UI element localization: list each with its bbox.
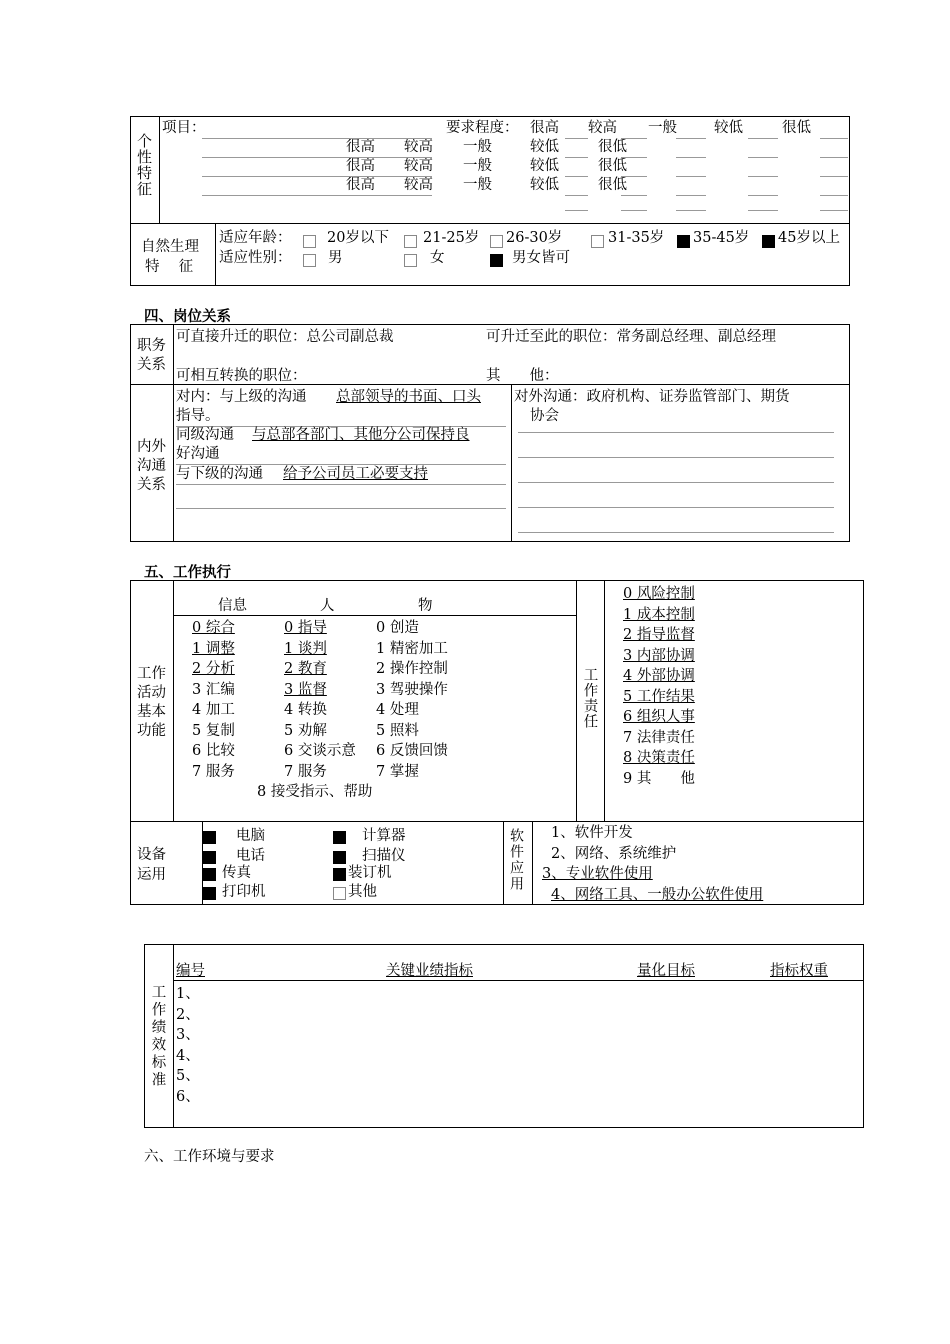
level-0: 很高 [530,120,559,136]
level-row2-0: 很高 [346,158,375,174]
activity-label-0: 工作 [137,666,166,682]
internal-comm-3: 同级沟通 [176,427,234,443]
internal-comm-2: 指导。 [176,408,220,424]
equipment-checkbox-5[interactable] [333,868,346,881]
gender-label: 适应性别： [219,250,292,266]
header-people: 人 [320,598,335,614]
gender-checkbox-2[interactable] [490,254,503,267]
level-2: 一般 [648,120,677,136]
gender-option-0: 男 [328,250,343,266]
equipment-item-4: 传真 [222,865,251,881]
promote-to: 可直接升迁的职位：总公司副总裁 [176,329,394,345]
col-things-item-3: 3 驾驶操作 [376,681,448,698]
col-people-item-7: 7 服务 [284,763,327,780]
col-people-item-3: 3 监督 [284,681,327,698]
external-comm-1: 对外沟通：政府机构、证券监管部门、期货 [514,389,790,405]
col-people-item-0: 0 指导 [284,620,327,636]
comm-label-3: 关系 [137,477,166,493]
physical-label-2: 特 征 [145,259,194,275]
responsibility-item-7: 7 法律责任 [623,729,695,746]
responsibility-item-1: 1 成本控制 [623,606,695,623]
age-option-3: 31-35岁 [608,230,665,246]
col-info-item-3: 3 汇编 [192,681,235,698]
software-label: 软件应用 [508,828,524,892]
requirement-label: 要求程度： [446,120,519,136]
perf-row-3: 4、 [176,1047,200,1064]
col-things-item-5: 5 照料 [376,722,419,739]
item-label: 项目： [162,120,206,136]
personality-label: 个性特征 [135,133,153,197]
physical-label-1: 自然生理 [141,239,199,255]
age-option-4: 35-45岁 [693,230,750,246]
col-info-item-4: 4 加工 [192,702,235,718]
section6-title: 六、工作环境与要求 [144,1149,275,1165]
level-row2-4: 很低 [598,158,627,174]
software-item-3: 4、网络工具、一般办公软件使用 [551,886,764,903]
responsibility-item-0: 0 风险控制 [623,586,695,602]
software-item-0: 1、软件开发 [551,825,633,841]
level-1: 较高 [588,120,617,136]
level-row2-1: 较高 [404,158,433,174]
level-row3-3: 较低 [530,177,559,193]
internal-comm-4: 好沟通 [176,446,220,462]
perf-header-target: 量化目标 [637,963,695,979]
software-item-1: 2、网络、系统维护 [551,845,677,862]
age-option-0: 20岁以下 [327,230,389,246]
header-info: 信息 [218,598,247,614]
col-things-item-6: 6 反馈回馈 [376,743,448,759]
internal-comm-5: 与下级的沟通 [176,466,263,482]
col-info-item-5: 5 复制 [192,722,235,739]
comm-label-1: 内外 [137,439,166,455]
level-4: 很低 [782,120,811,136]
col-things-item-7: 7 掌握 [376,763,419,780]
col-info-item-6: 6 比较 [192,743,235,759]
responsibility-item-3: 3 内部协调 [623,647,695,664]
level-row3-0: 很高 [346,177,375,193]
gender-option-2: 男女皆可 [512,250,570,266]
gender-checkbox-0[interactable] [303,254,316,267]
level-row1-3: 较低 [530,139,559,155]
duty-label-1: 职务 [137,338,166,354]
level-row1-0: 很高 [346,139,375,155]
equipment-item-6: 打印机 [222,884,266,900]
equipment-checkbox-3[interactable] [333,851,346,864]
col-things-item-1: 1 精密加工 [376,640,448,657]
col-things-item-0: 0 创造 [376,620,419,636]
software-item-2: 3、专业软件使用 [542,866,653,882]
equipment-checkbox-2[interactable] [203,851,216,864]
equipment-item-2: 电话 [236,848,265,864]
level-row1-1: 较高 [404,139,433,155]
equipment-checkbox-0[interactable] [203,831,216,844]
responsibility-label: 工作责任 [581,667,598,729]
equipment-item-0: 电脑 [236,828,265,844]
responsibility-item-9: 9 其 他 [623,770,695,787]
age-checkbox-0[interactable] [303,235,316,248]
age-checkbox-2[interactable] [490,235,503,248]
responsibility-item-6: 6 组织人事 [623,709,695,725]
level-row2-2: 一般 [463,158,492,174]
responsibility-item-8: 8 决策责任 [623,750,695,766]
header-things: 物 [418,598,433,614]
gender-checkbox-1[interactable] [404,254,417,267]
equipment-checkbox-1[interactable] [333,831,346,844]
responsibility-item-2: 2 指导监督 [623,627,695,643]
equipment-item-1: 计算器 [362,828,406,844]
col-info-item-7: 7 服务 [192,763,235,780]
other-positions: 其 他： [486,368,559,384]
perf-row-1: 2、 [176,1006,200,1023]
col-people-item-2: 2 教育 [284,661,327,677]
equipment-item-3: 扫描仪 [362,848,406,864]
duty-table [130,324,850,542]
age-checkbox-5[interactable] [762,235,775,248]
responsibility-item-4: 4 外部协调 [623,668,695,684]
equipment-checkbox-7[interactable] [333,887,346,900]
level-row3-4: 很低 [598,177,627,193]
performance-table [144,944,864,1128]
internal-comm-1: 对内：与上级的沟通 [176,389,307,405]
col-info-item-2: 2 分析 [192,661,235,677]
col-things-item-2: 2 操作控制 [376,661,448,677]
perf-header-no: 编号 [176,963,205,979]
age-checkbox-3[interactable] [591,235,604,248]
perf-row-2: 3、 [176,1027,200,1043]
age-option-2: 26-30岁 [506,230,563,246]
age-option-5: 45岁以上 [778,230,840,246]
perf-row-4: 5、 [176,1068,200,1084]
level-row3-1: 较高 [404,177,433,193]
duty-label-2: 关系 [137,357,166,373]
equipment-item-5: 装订机 [348,865,392,881]
level-row1-4: 很低 [598,139,627,155]
col-people-item-1: 1 谈判 [284,640,327,657]
col-people-item-4: 4 转换 [284,702,327,718]
col-people-item-5: 5 劝解 [284,722,327,739]
gender-option-1: 女 [430,250,445,266]
section5-title: 五、工作执行 [144,564,231,581]
responsibility-item-5: 5 工作结果 [623,688,695,705]
activity-label-1: 活动 [137,685,166,701]
level-row3-2: 一般 [463,177,492,193]
extra-function: 8 接受指示、帮助 [257,784,373,800]
level-row1-2: 一般 [463,139,492,155]
external-comm-2: 协会 [530,408,559,424]
perf-row-5: 6、 [176,1088,200,1105]
col-things-item-4: 4 处理 [376,702,419,718]
internal-comm-5b: 给予公司员工必要支持 [283,466,428,482]
perf-row-0: 1、 [176,986,200,1002]
level-3: 较低 [714,120,743,136]
col-info-item-0: 0 综合 [192,620,235,636]
equip-label-2: 运用 [137,867,166,883]
perf-header-weight: 指标权重 [770,963,828,979]
activity-label-2: 基本 [137,704,166,720]
internal-comm-3b: 与总部各部门、其他分公司保持良 [252,427,470,443]
age-label: 适应年龄： [219,230,292,246]
age-checkbox-4[interactable] [677,235,690,248]
col-info-item-1: 1 调整 [192,640,235,657]
comm-label-2: 沟通 [137,458,166,474]
level-row2-3: 较低 [530,158,559,174]
age-option-1: 21-25岁 [423,230,480,246]
interchange-positions: 可相互转换的职位： [176,368,307,384]
performance-label: 工作绩效标准 [149,984,166,1089]
internal-comm-1b: 总部领导的书面、口头 [336,389,481,405]
col-people-item-6: 6 交谈示意 [284,743,356,759]
equipment-checkbox-6[interactable] [203,887,216,900]
perf-header-kpi: 关键业绩指标 [386,963,473,979]
age-checkbox-1[interactable] [404,235,417,248]
promote-from: 可升迁至此的职位：常务副总经理、副总经理 [486,329,776,345]
equipment-item-7: 其他 [348,884,377,900]
equip-label-1: 设备 [137,847,166,863]
equipment-checkbox-4[interactable] [203,868,216,881]
section4-title: 四、岗位关系 [144,308,231,325]
activity-label-3: 功能 [137,723,166,739]
